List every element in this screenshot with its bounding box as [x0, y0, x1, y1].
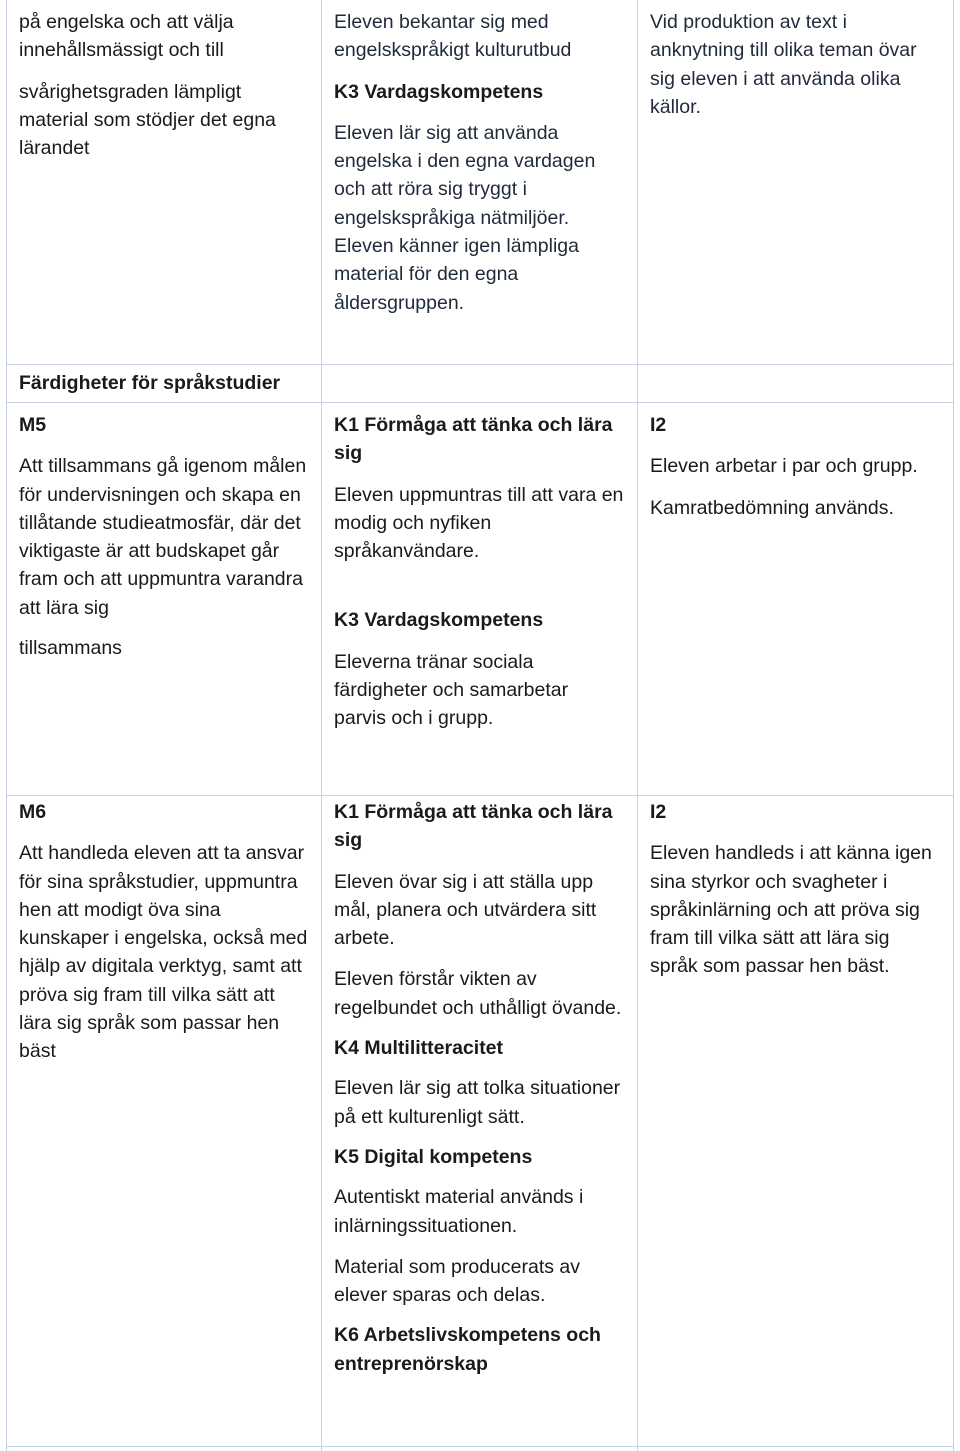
- row4-col2-text-3: Eleven lär sig att tolka situationer på ett kulturenligt sätt.: [334, 1077, 621, 1128]
- m5-text: Att tillsammans gå igenom målen för undervisningen och skapa en tillåtande studieatmosfär, där det viktigaste är att budskapet går fram och att uppmuntra varandra att lära sig: [19, 455, 307, 619]
- row1-col1-line3: svårighetsgraden lämpligt material som stödjer det egna lärandet: [19, 80, 276, 160]
- row3-col1: [7, 405, 321, 662]
- row4-col1: [7, 792, 321, 1066]
- row3-col2: [322, 405, 637, 733]
- section-title-cell: [7, 363, 321, 397]
- row4-col3: [638, 792, 953, 981]
- row4-col2-heading-2: K4 Multilitteracitet: [334, 1037, 504, 1060]
- m6-heading: M6: [19, 801, 47, 823]
- row1-col3: [638, 2, 953, 121]
- row1-col2-text: Eleven lär sig att använda engelska i den egna vardagen och att röra sig tryggt i engelskspråkiga nätmiljöer. Eleven känner igen lämpliga material för den egna åldersgruppen.: [334, 121, 596, 314]
- table-border-col2: [637, 0, 638, 1451]
- section-title: Färdigheter för språkstudier: [19, 372, 281, 394]
- row3-col2-heading-1: K1 Förmåga att tänka och lära sig: [334, 414, 613, 465]
- row4-col3-text: Eleven handleds i att känna igen sina styrkor och svagheter i språkinlärning och att pröva sig fram till vilka sätt att lära sig språk som passar hen bäst.: [650, 842, 932, 978]
- row4-col3-heading: I2: [650, 801, 667, 823]
- m5-heading: M5: [19, 414, 47, 436]
- row1-col2-lead: Eleven bekantar sig med engelskspråkigt kulturutbud: [334, 11, 572, 62]
- m5-tail: tillsammans: [19, 637, 122, 660]
- row4-col2-text-1: Eleven övar sig i att ställa upp mål, planera och utvärdera sitt arbete.: [334, 870, 597, 950]
- table-border-bottom: [6, 1446, 954, 1447]
- row1-col2: [322, 2, 637, 317]
- row1-col1-line1: på engelska och att välja: [19, 11, 234, 33]
- row4-col2-text-5: Material som producerats av elever sparas och delas.: [334, 1255, 581, 1307]
- row-divider-2: [6, 402, 954, 403]
- row1-col1-line2: innehållsmässigt och till: [19, 39, 224, 62]
- row4-col2-text-4: Autentiskt material används i inlärningssituationen.: [334, 1186, 584, 1237]
- row4-col2-heading-1: K1 Förmåga att tänka och lära sig: [334, 801, 613, 852]
- row4-col2-heading-4: K6 Arbetslivskompetens och entreprenörskap: [334, 1324, 601, 1375]
- row3-col2-heading-2: K3 Vardagskompetens: [334, 609, 544, 632]
- row4-col2: [322, 792, 637, 1378]
- table-border-right: [953, 0, 954, 1451]
- row3-col3-text-1: Eleven arbetar i par och grupp.: [650, 455, 918, 478]
- row3-col3: [638, 405, 953, 522]
- row3-col3-heading: I2: [650, 414, 667, 436]
- row1-col2-heading: K3 Vardagskompetens: [334, 80, 544, 103]
- row3-col2-text-1: Eleven uppmuntras till att vara en modig och nyfiken språkanvändare.: [334, 483, 624, 563]
- row3-col2-text-2: Eleverna tränar sociala färdigheter och samarbetar parvis och i grupp.: [334, 650, 569, 730]
- row1-col3-text: Vid produktion av text i anknytning till olika teman övar sig eleven i att använda olika källor.: [650, 11, 917, 118]
- m6-text: Att handleda eleven att ta ansvar för sina språkstudier, uppmuntra hen att modigt öva sina kunskaper i engelska, också med hjälp av digitala verktyg, samt att pröva sig fram till vilka sätt att lära sig språk som passar hen bäst: [19, 842, 308, 1063]
- row1-col1: [7, 2, 321, 162]
- row4-col2-text-2: Eleven förstår vikten av regelbundet och uthålligt övande.: [334, 968, 622, 1019]
- row4-col2-heading-3: K5 Digital kompetens: [334, 1145, 533, 1168]
- table-border-left: [6, 0, 7, 1451]
- row3-col3-text-2: Kamratbedömning används.: [650, 496, 894, 519]
